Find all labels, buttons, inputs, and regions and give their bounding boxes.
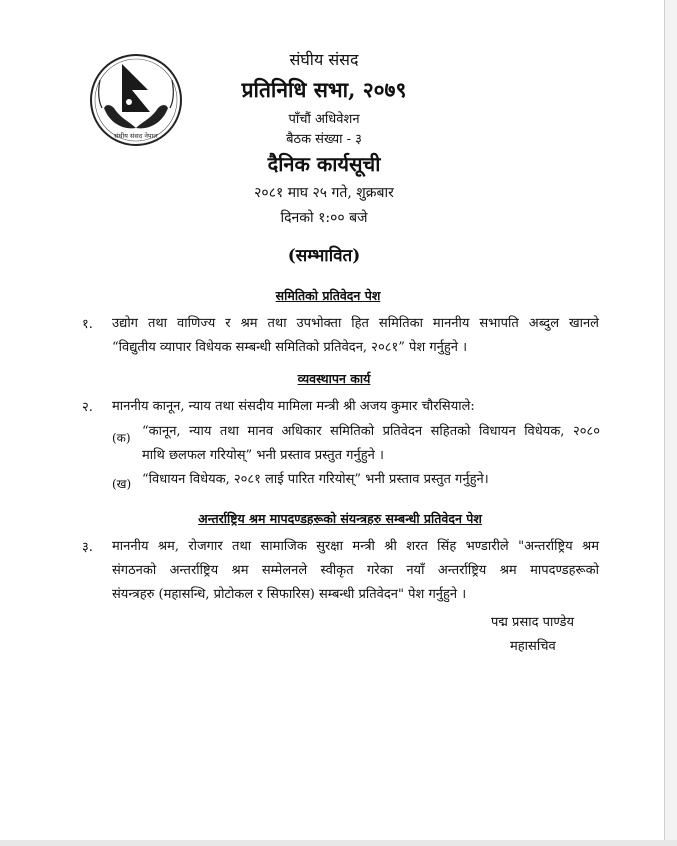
parliament-name: संघीय संसद [289,50,359,69]
agenda-item-1 [112,312,599,360]
item-number: १. [82,317,93,332]
subitem-label: (क) [112,431,131,445]
item-number: २. [82,400,93,415]
agenda-item-2-subitem-a [142,420,600,468]
meeting-date: २०८१ माघ २५ गते, शुक्रबार [254,185,394,201]
scrollbar-track[interactable] [664,0,677,846]
agenda-item-3-line-3: संयन्त्रहरु (महासन्धि, प्रोटोकल र सिफारिस) सम्बन्धी प्रतिवेदन" पेश गर्नुहुने । [112,587,467,602]
agenda-item-3 [112,535,599,607]
agenda-item-3-line-2: संगठनको अन्तर्राष्ट्रिय श्रम सम्मेलनले स्वीकृत गरेका नयाँ अन्तर्राष्ट्रिय श्रम मापदण्डहरूको [112,563,599,578]
emblem-caption: संघीय संसद नेपाल [114,132,158,140]
page-bottom-edge [0,840,677,846]
agenda-item-1-line-2: “विद्युतीय व्यापार विधेयक सम्बन्धी समितिको प्रतिवेदन, २०८१” पेश गर्नुहुने । [112,340,468,355]
signatory-title: महासचिव [510,639,556,654]
signatory-name: पद्म प्रसाद पाण्डेय [491,615,575,630]
page-title: दैनिक कार्यसूची [267,152,381,176]
subitem-label: (ख) [112,477,132,491]
section-heading-legislative-business: व्यवस्थापन कार्य [297,371,371,386]
agenda-item-2-subitem-b: “विधायन विधेयक, २०८१ लाई पारित गरियोस्” भनी प्रस्ताव प्रस्तुत गर्नुहुने। [142,472,489,487]
section-heading-committee-report: समितिको प्रतिवेदन पेश [275,288,381,303]
section-heading-labour-standards-report: अन्तर्राष्ट्रिय श्रम मापदण्डहरूको संयन्त्रहरु सम्बन्धी प्रतिवेदन पेश [198,511,482,526]
house-name: प्रतिनिधि सभा, २०७९ [241,77,407,102]
meeting-time: दिनको १:०० बजे [280,210,368,226]
item-number: ३. [82,540,93,555]
tentative-label: (सम्भावित) [287,246,361,266]
agenda-item-3-line-1: माननीय श्रम, रोजगार तथा सामाजिक सुरक्षा मन्त्री श्री शरत सिंह भण्डारीले "अन्तर्राष्ट्रिय श्रम [112,539,599,554]
sitting-number: बैठक संख्या - ३ [286,132,362,147]
agenda-item-1-line-1: उद्योग तथा वाणिज्य र श्रम तथा उपभोक्ता हित समितिका माननीय सभापति अब्दुल खानले [112,316,599,331]
agenda-item-2: माननीय कानून, न्याय तथा संसदीय मामिला मन्त्री श्री अजय कुमार चौरसियाले: [112,399,475,414]
subitem-a-line-2: माथि छलफल गरियोस्” भनी प्रस्ताव प्रस्तुत गर्नुहुने । [142,448,384,463]
subitem-a-line-1: “कानून, न्याय तथा मानव अधिकार समितिको प्रतिवेदन सहितको विधायन विधेयक, २०८० [142,424,600,439]
session-label: पाँचौं अधिवेशन [288,112,360,127]
